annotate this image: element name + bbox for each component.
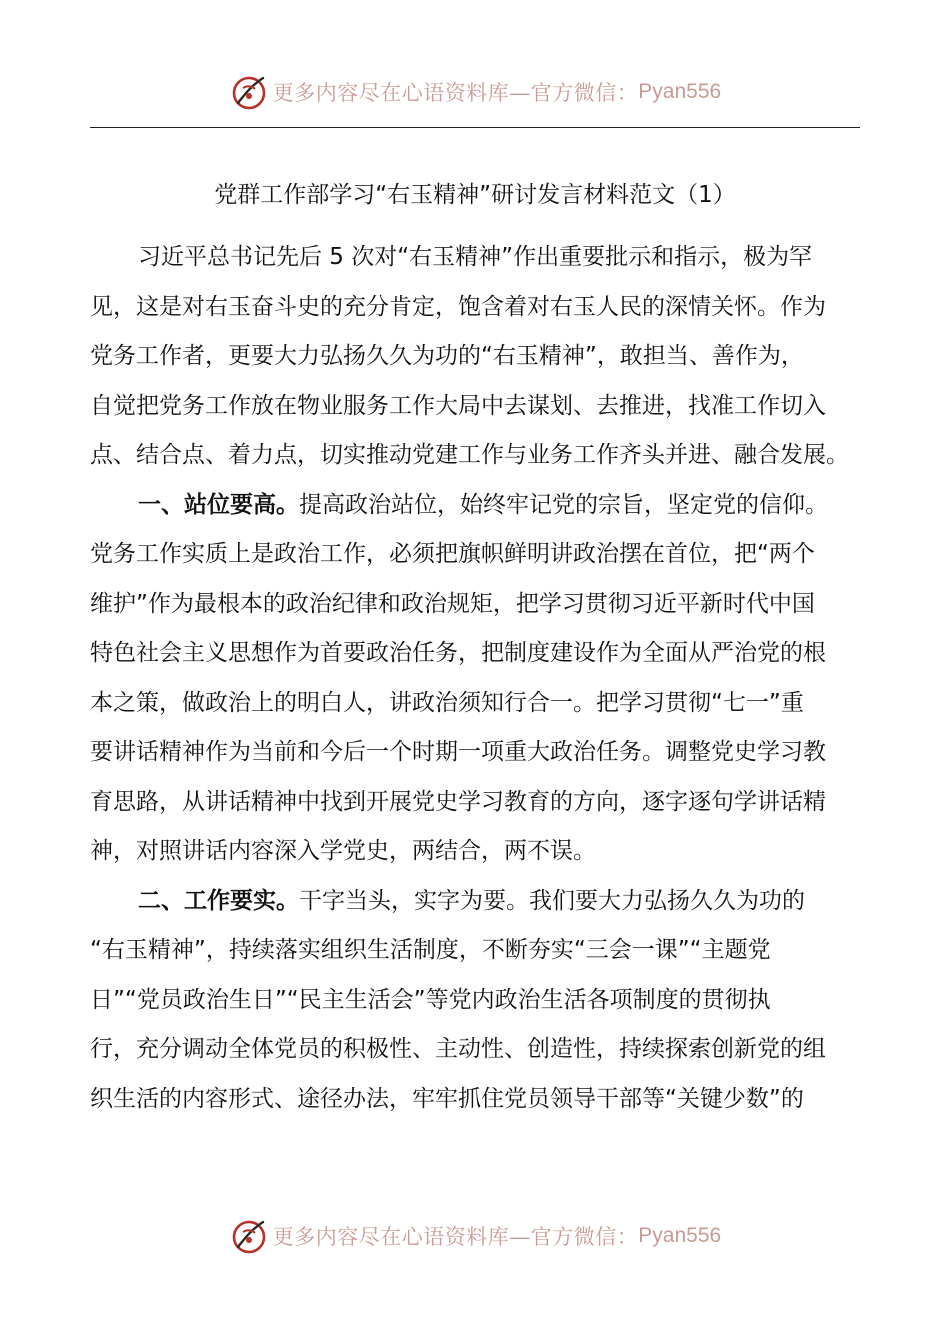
body-line <box>90 926 860 976</box>
line-text: 行，充分调动全体党员的积极性、主动性、创造性，持续探索创新党的组 <box>90 1036 826 1062</box>
watermark-text: 更多内容尽在心语资料库—官方微信： <box>272 81 639 105</box>
line-text: 习近平总书记先后 5 次对“右玉精神”作出重要批示和指示，极为罕 <box>138 244 813 270</box>
header-watermark <box>0 70 950 114</box>
line-text: 维护”作为最根本的政治纪律和政治规矩，把学习贯彻习近平新时代中国 <box>90 590 815 617</box>
line-text: 神，对照讲话内容深入学党史，两结合，两不误。 <box>90 838 596 864</box>
document-body <box>90 233 860 1124</box>
line-text: 织生活的内容形式、途径办法，牢牢抓住党员领导干部等“关键少数”的 <box>90 1085 804 1112</box>
body-line <box>90 827 860 877</box>
line-text: 提高政治站位，始终牢记党的宗旨，坚定党的信仰。 <box>299 491 828 518</box>
watermark-text: 更多内容尽在心语资料库—官方微信： <box>272 1225 639 1249</box>
line-text: 点、结合点、着力点，切实推动党建工作与业务工作齐头并进、融合发展。 <box>90 442 849 468</box>
watermark-wechat-id: Pyan556 <box>638 1224 722 1247</box>
line-text: 本之策，做政治上的明白人，讲政治须知行合一。把学习贯彻“七一”重 <box>90 689 804 716</box>
watermark-wechat-id: Pyan556 <box>638 80 722 103</box>
line-text: 党务工作者，更要大力弘扬久久为功的“右玉精神”，敢担当、善作为， <box>90 343 804 369</box>
body-line <box>90 530 860 580</box>
body-line <box>90 778 860 828</box>
body-line <box>90 431 860 481</box>
line-text: 特色社会主义思想作为首要政治任务，把制度建设作为全面从严治党的根 <box>90 640 826 666</box>
line-text: 干字当头，实字为要。我们要大力弘扬久久为功的 <box>299 887 805 914</box>
body-line <box>90 580 860 630</box>
body-line <box>90 283 860 333</box>
line-text: 见，这是对右玉奋斗史的充分肯定，饱含着对右玉人民的深情关怀。作为 <box>90 293 826 320</box>
line-text: 要讲话精神作为当前和今后一个时期一项重大政治任务。调整党史学习教 <box>90 739 826 765</box>
body-line <box>90 1075 860 1125</box>
section-heading: 一、站位要高。 <box>138 491 299 518</box>
line-text: 日”“党员政治生日”“民主生活会”等党内政治生活各项制度的贯彻执 <box>90 986 771 1013</box>
body-line <box>90 382 860 432</box>
section-heading: 二、工作要实。 <box>138 887 299 914</box>
body-line <box>90 1025 860 1075</box>
seal-logo-icon <box>229 72 269 112</box>
body-line <box>90 332 860 382</box>
seal-logo-icon <box>229 1216 269 1256</box>
line-text: 党务工作实质上是政治工作，必须把旗帜鲜明讲政治摆在首位，把“两个 <box>90 541 815 567</box>
body-line <box>90 629 860 679</box>
body-line <box>90 976 860 1026</box>
body-line <box>90 877 860 927</box>
body-line <box>90 481 860 531</box>
document-title: 党群工作部学习“右玉精神”研讨发言材料范文（1） <box>214 182 736 208</box>
line-text: 育思路，从讲话精神中找到开展党史学习教育的方向，逐字逐句学讲话精 <box>90 788 826 815</box>
line-text: 自觉把党务工作放在物业服务工作大局中去谋划、去推进，找准工作切入 <box>90 392 826 419</box>
body-line <box>90 728 860 778</box>
body-line <box>90 679 860 729</box>
body-line <box>90 233 860 283</box>
line-text: “右玉精神”，持续落实组织生活制度，不断夯实“三会一课”“主题党 <box>90 937 771 963</box>
footer-watermark <box>0 1214 950 1258</box>
header-divider <box>90 127 860 128</box>
